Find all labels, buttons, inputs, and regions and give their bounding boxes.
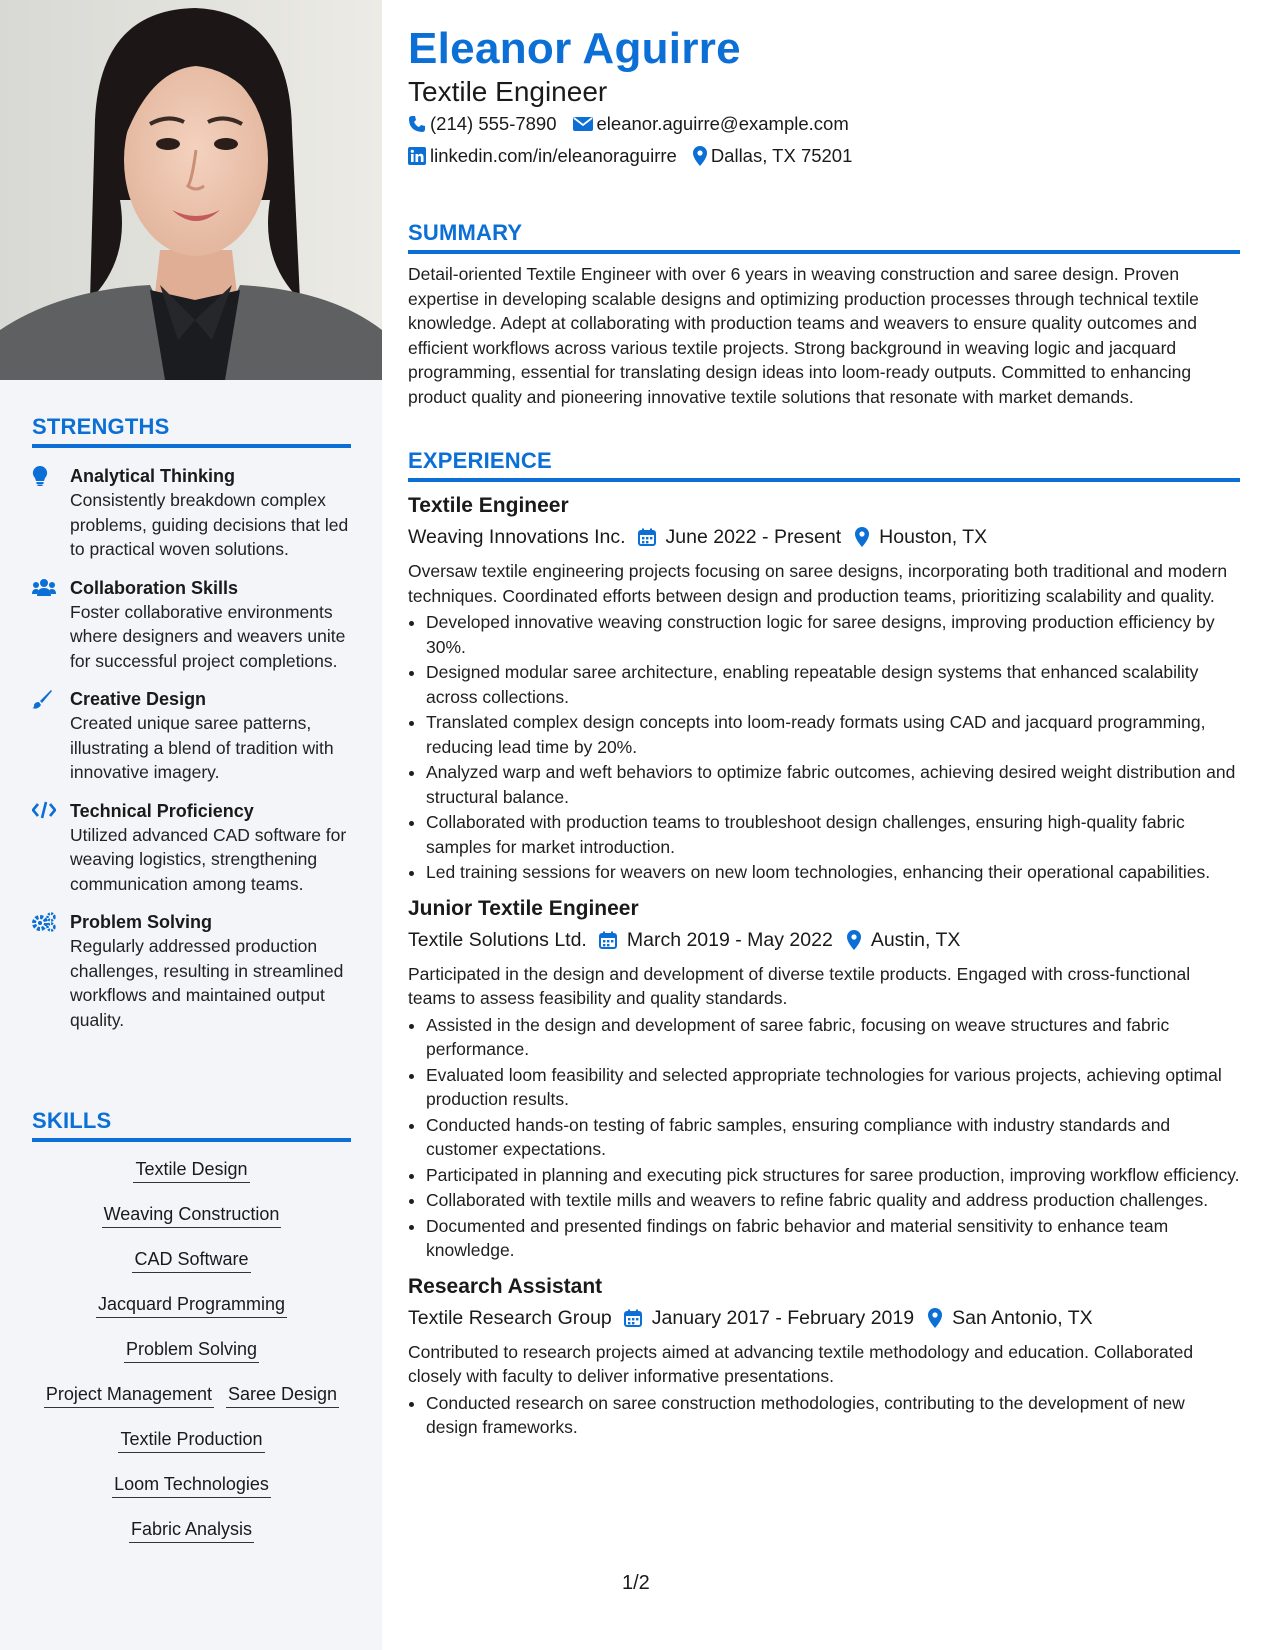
bullet-item: • Collaborated with production teams to troubleshoot design challenges, ensuring high-quality fabric samples for market introduction. — [426, 810, 1240, 859]
job-description: Participated in the design and development of diverse textile products. Engaged with cross-functional teams to assess feasibility and quality standards. — [408, 963, 1191, 1008]
job-dates: June 2022 - Present — [665, 526, 842, 548]
strength-item — [32, 687, 351, 785]
job-bullets — [408, 1391, 1240, 1440]
bullet-item: • Collaborated with textile mills and weavers to refine fabric quality and address production challenges. — [426, 1188, 1240, 1213]
strength-item — [32, 464, 351, 562]
location-pin-icon — [847, 930, 861, 950]
strength-title: Collaboration Skills — [70, 577, 239, 598]
location-text: Dallas, TX 75201 — [710, 145, 853, 166]
skills-heading: SKILLS — [32, 1108, 351, 1142]
strength-item — [32, 799, 351, 897]
skill-tag: Textile Production — [118, 1426, 264, 1453]
job-meta — [408, 1303, 1240, 1333]
candidate-title: Textile Engineer — [408, 76, 608, 107]
job-description: Contributed to research projects aimed at advancing textile methodology and education. Collaborated closely with faculty to deliver informative presentations. — [408, 1341, 1194, 1386]
location-pin-icon — [928, 1308, 942, 1328]
bullet-item: • Participated in planning and executing pick structures for saree production, improving workflow efficiency. — [426, 1163, 1240, 1188]
summary-text: Detail-oriented Textile Engineer with over 6 years in weaving construction and saree design. Proven expertise in developing scalable designs and optimizing production processes through technical textile knowledge. Adept at collaborating with production teams and weavers to ensure quality outcomes and efficient workflows across various textile projects. Strong background in weaving logic and jacquard programming, essential for translating design ideas into loom-ready outputs. Committed to enhancing product quality and pioneering innovative textile solutions that resonate with market demands. — [408, 264, 1199, 407]
bullet-item: • Designed modular saree architecture, enabling repeatable design systems that enhanced scalability across collections. — [426, 660, 1240, 709]
job-title: Textile Engineer — [408, 494, 569, 517]
strength-item — [32, 576, 351, 674]
job-location: Austin, TX — [870, 928, 961, 951]
job-location: San Antonio, TX — [952, 1306, 1093, 1329]
code-icon — [32, 799, 70, 897]
job-description: Oversaw textile engineering projects focusing on saree designs, incorporating both traditional and modern techniques. Coordinated efforts between design and production teams, prioritizing scalability and quality. — [408, 561, 1228, 606]
summary-heading: SUMMARY — [408, 220, 1240, 254]
location-pin-icon — [693, 146, 707, 166]
bullet-item: • Conducted research on saree construction methodologies, contributing to the development of new design frameworks. — [426, 1391, 1240, 1440]
skill-tag: Loom Technologies — [112, 1471, 271, 1498]
job-location: Houston, TX — [879, 526, 988, 548]
job-dates: January 2017 - February 2019 — [651, 1306, 915, 1329]
bullet-item: • Evaluated loom feasibility and selected appropriate technologies for various projects, achieving optimal production results. — [426, 1063, 1240, 1112]
skill-tag: Fabric Analysis — [129, 1516, 254, 1543]
portrait-illustration — [0, 0, 382, 380]
gears-icon — [32, 910, 70, 1032]
left-sidebar — [0, 0, 382, 1650]
location-pin-icon — [855, 527, 869, 547]
calendar-icon — [638, 528, 656, 546]
company-name: Textile Research Group — [408, 1306, 612, 1329]
email-icon — [573, 116, 593, 132]
phone-icon — [408, 115, 426, 133]
users-icon — [32, 576, 70, 674]
skill-tag: Textile Design — [133, 1156, 249, 1183]
skill-tag: Problem Solving — [124, 1336, 259, 1363]
strengths-section — [32, 414, 351, 1032]
linkedin-icon — [408, 147, 426, 165]
company-name: Weaving Innovations Inc. — [408, 526, 626, 548]
company-name: Textile Solutions Ltd. — [408, 928, 587, 951]
job-meta — [408, 522, 1240, 552]
page-number: 1/2 — [622, 1572, 650, 1594]
email-text[interactable]: eleanor.aguirre@example.com — [596, 113, 849, 134]
strength-description: Created unique saree patterns, illustrating a blend of tradition with innovative imagery. — [70, 713, 334, 782]
job-dates: March 2019 - May 2022 — [626, 928, 833, 951]
bullet-item: • Developed innovative weaving construction logic for saree designs, improving production efficiency by 30%. — [426, 610, 1240, 659]
paintbrush-icon — [32, 687, 70, 785]
skills-section — [32, 1108, 351, 1561]
bullet-item: • Led training sessions for weavers on new loom technologies, enhancing their operational capabilities. — [426, 860, 1240, 885]
job-entry — [408, 1273, 1240, 1440]
strength-description: Regularly addressed production challenges, resulting in streamlined workflows and maintained output quality. — [70, 936, 344, 1030]
strengths-heading: STRENGTHS — [32, 414, 351, 448]
job-entry — [408, 492, 1240, 885]
job-title: Research Assistant — [408, 1274, 603, 1298]
bullet-item: • Documented and presented findings on fabric behavior and material sensitivity to enhance team knowledge. — [426, 1214, 1240, 1263]
bullet-item: • Assisted in the design and development of saree fabric, focusing on weave structures and fabric performance. — [426, 1013, 1240, 1062]
contact-row — [408, 145, 868, 167]
summary-section — [408, 220, 1240, 409]
linkedin-text[interactable]: linkedin.com/in/eleanoraguirre — [430, 145, 677, 166]
job-meta — [408, 925, 1240, 955]
profile-photo — [0, 0, 382, 380]
strength-description: Utilized advanced CAD software for weaving logistics, strengthening communication among teams. — [70, 824, 347, 894]
strength-title: Technical Proficiency — [70, 800, 254, 821]
job-bullets — [408, 610, 1240, 885]
strength-title: Analytical Thinking — [70, 466, 236, 486]
bullet-item: • Conducted hands-on testing of fabric samples, ensuring compliance with industry standards and customer expectations. — [426, 1113, 1240, 1162]
skill-tag: Project Management — [44, 1381, 214, 1408]
calendar-icon — [624, 1309, 642, 1327]
contact-row — [408, 113, 865, 135]
strength-description: Consistently breakdown complex problems, guiding decisions that led to practical woven solutions. — [70, 490, 349, 559]
strength-description: Foster collaborative environments where designers and weavers unite for successful project completions. — [70, 601, 346, 671]
strength-title: Creative Design — [70, 689, 207, 709]
experience-section — [408, 448, 1240, 1441]
skill-tag: CAD Software — [132, 1246, 250, 1273]
strength-item — [32, 910, 351, 1032]
skill-tag: Jacquard Programming — [96, 1291, 287, 1318]
skill-tag: Saree Design — [226, 1381, 339, 1408]
job-entry — [408, 895, 1240, 1263]
phone-text[interactable]: (214) 555-7890 — [430, 113, 557, 134]
skill-tag: Weaving Construction — [102, 1201, 282, 1228]
experience-heading: EXPERIENCE — [408, 448, 1240, 482]
calendar-icon — [599, 931, 617, 949]
skill-list — [32, 1156, 351, 1561]
job-title: Junior Textile Engineer — [408, 896, 639, 920]
job-bullets — [408, 1013, 1240, 1263]
bullet-item: • Analyzed warp and weft behaviors to optimize fabric outcomes, achieving desired weight distribution and structural balance. — [426, 760, 1240, 809]
candidate-name: Eleanor Aguirre — [408, 24, 741, 73]
lightbulb-icon — [32, 464, 70, 562]
strength-title: Problem Solving — [70, 912, 213, 932]
bullet-item: • Translated complex design concepts into loom-ready formats using CAD and jacquard programming, reducing lead time by 20%. — [426, 710, 1240, 759]
